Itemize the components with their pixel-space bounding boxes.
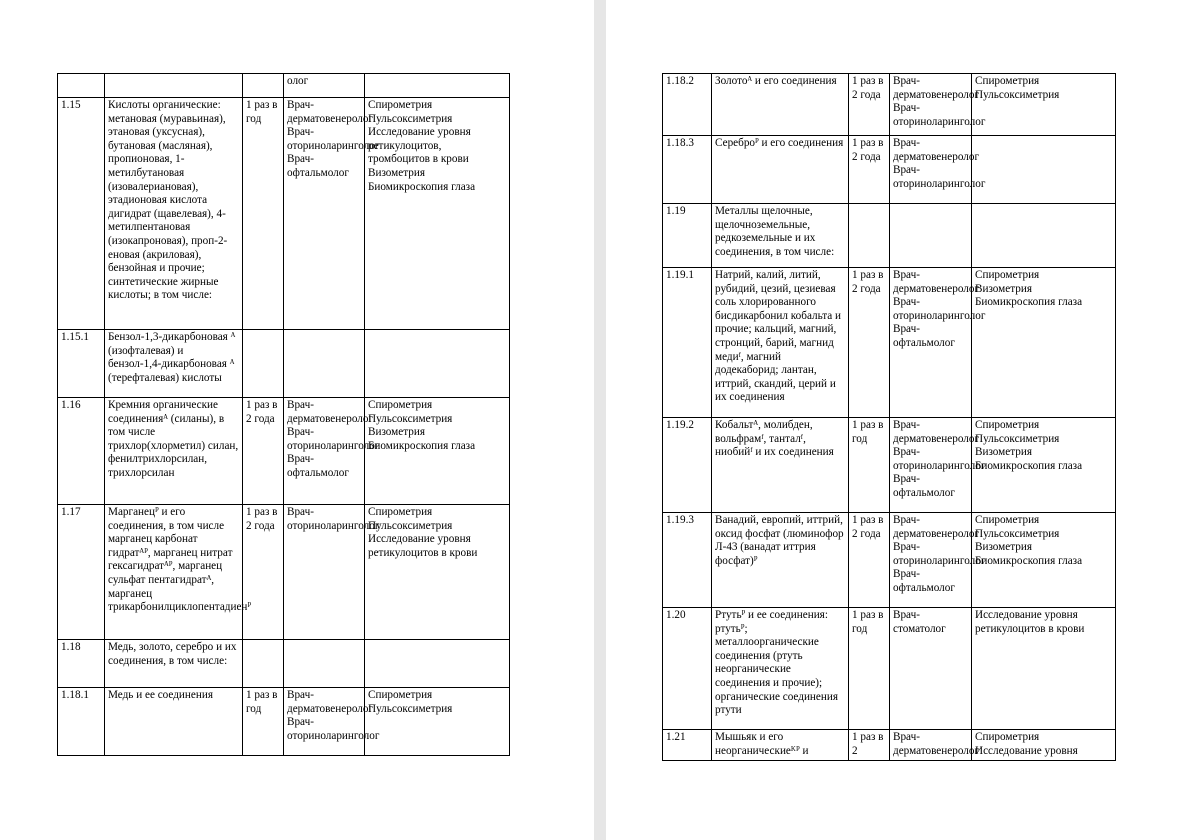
exam-list: Спирометрия Визометрия Биомикроскопия глаза <box>972 268 1116 418</box>
exam-list: Спирометрия Пульсоксиметрия Исследование уровня ретикулоцитов, тромбоцитов в крови Визометрия Биомикроскопия глаза <box>365 98 510 330</box>
exam-table-page-2 <box>662 73 1116 761</box>
table-row <box>58 640 510 688</box>
doctor-list: Врач-стоматолог <box>890 608 972 730</box>
table-row <box>663 74 1116 136</box>
row-number: 1.19 <box>663 204 712 268</box>
exam-list: Исследование уровня ретикулоцитов в крови <box>972 608 1116 730</box>
doctor-list: Врач-дерматовенеролог <box>890 730 972 761</box>
table-row <box>58 398 510 505</box>
substance-name: Металлы щелочные, щелочноземельные, редкоземельные и их соединения, в том числе: <box>712 204 849 268</box>
exam-list: Спирометрия Пульсоксиметрия Визометрия Биомикроскопия глаза <box>365 398 510 505</box>
exam-period <box>849 204 890 268</box>
table-row <box>663 418 1116 513</box>
substance-name: Мышьяк и его неорганическиеᴷᴾ и <box>712 730 849 761</box>
row-number <box>58 74 105 98</box>
doctor-list: олог <box>284 74 365 98</box>
substance-name: Кобальтᴬ, молибден, вольфрамᶠ, танталᶠ, ниобийᶠ и их соединения <box>712 418 849 513</box>
exam-list: Спирометрия Пульсоксиметрия Визометрия Биомикроскопия глаза <box>972 418 1116 513</box>
doctor-list: Врач-оториноларинголог <box>284 505 365 640</box>
doctor-list: Врач-дерматовенеролог Врач-оториноларинголог <box>284 688 365 756</box>
substance-name: Сереброᴾ и его соединения <box>712 136 849 204</box>
doctor-list <box>284 330 365 398</box>
doctor-list <box>890 204 972 268</box>
row-number: 1.19.2 <box>663 418 712 513</box>
doctor-list: Врач-дерматовенеролог Врач-оториноларинголог Врач-офтальмолог <box>890 418 972 513</box>
row-number: 1.18.2 <box>663 74 712 136</box>
exam-list <box>972 204 1116 268</box>
table-row <box>58 74 510 98</box>
row-number: 1.18.3 <box>663 136 712 204</box>
exam-period: 1 раз в год <box>243 98 284 330</box>
exam-list: Спирометрия Пульсоксиметрия Визометрия Биомикроскопия глаза <box>972 513 1116 608</box>
exam-list: Спирометрия Исследование уровня <box>972 730 1116 761</box>
exam-list <box>972 136 1116 204</box>
exam-period <box>243 74 284 98</box>
document-page-1 <box>0 0 594 840</box>
exam-list <box>365 74 510 98</box>
row-number: 1.16 <box>58 398 105 505</box>
exam-list <box>365 640 510 688</box>
table-row <box>663 268 1116 418</box>
exam-list: Спирометрия Пульсоксиметрия Исследование уровня ретикулоцитов в крови <box>365 505 510 640</box>
substance-name: Кремния органические соединенияᴬ (силаны), в том числе трихлор(хлорметил) силан, фенилтрихлорсилан, трихлорсилан <box>105 398 243 505</box>
doctor-list: Врач-дерматовенеролог Врач-оториноларинголог Врач-офтальмолог <box>890 513 972 608</box>
exam-period: 1 раз в год <box>243 688 284 756</box>
exam-period: 1 раз в 2 года <box>849 74 890 136</box>
substance-name: Ванадий, европий, иттрий, оксид фосфат (люминофор Л-43 (ванадат иттрия фосфат)ᴾ <box>712 513 849 608</box>
table-row <box>58 505 510 640</box>
exam-list: Спирометрия Пульсоксиметрия <box>972 74 1116 136</box>
table-row <box>663 608 1116 730</box>
exam-period: 1 раз в 2 <box>849 730 890 761</box>
table-row <box>58 98 510 330</box>
table-row <box>663 513 1116 608</box>
doctor-list: Врач-дерматовенеролог Врач-оториноларинголог Врач-офтальмолог <box>284 398 365 505</box>
exam-period: 1 раз в 2 года <box>849 136 890 204</box>
doctor-list: Врач-дерматовенеролог Врач-оториноларинголог Врач-офтальмолог <box>890 268 972 418</box>
table-row <box>58 330 510 398</box>
table-row <box>663 730 1116 761</box>
doctor-list <box>284 640 365 688</box>
substance-name: Золотоᴬ и его соединения <box>712 74 849 136</box>
row-number: 1.17 <box>58 505 105 640</box>
substance-name: Медь, золото, серебро и их соединения, в том числе: <box>105 640 243 688</box>
table-row <box>663 204 1116 268</box>
substance-name: Кислоты органические: метановая (муравьиная), этановая (уксусная), бутановая (масляная), пропионовая, 1-метилбутановая (изовалериановая), этадионовая кислота дигидрат (щавелевая), 4-метилпентановая (изокапроновая), проп-2-еновая (акриловая), бензойная и прочие; синтетические жирные кислоты; в том числе: <box>105 98 243 330</box>
row-number: 1.15.1 <box>58 330 105 398</box>
doctor-list: Врач-дерматовенеролог Врач-оториноларинголог Врач-офтальмолог <box>284 98 365 330</box>
row-number: 1.18.1 <box>58 688 105 756</box>
exam-period: 1 раз в год <box>849 608 890 730</box>
doctor-list: Врач-дерматовенеролог Врач-оториноларинголог <box>890 74 972 136</box>
exam-period: 1 раз в 2 года <box>849 268 890 418</box>
row-number: 1.21 <box>663 730 712 761</box>
row-number: 1.20 <box>663 608 712 730</box>
table-row <box>663 136 1116 204</box>
exam-list: Спирометрия Пульсоксиметрия <box>365 688 510 756</box>
row-number: 1.19.3 <box>663 513 712 608</box>
row-number: 1.19.1 <box>663 268 712 418</box>
table-row <box>58 688 510 756</box>
exam-list <box>365 330 510 398</box>
substance-name: Ртутьᴾ и ее соединения: ртутьᴾ; металлоорганические соединения (ртуть неорганические соединения и прочие); органические соединения ртути <box>712 608 849 730</box>
substance-name: Медь и ее соединения <box>105 688 243 756</box>
exam-period <box>243 640 284 688</box>
doctor-list: Врач-дерматовенеролог Врач-оториноларинголог <box>890 136 972 204</box>
exam-period: 1 раз в 2 года <box>849 513 890 608</box>
substance-name: Марганецᴾ и его соединения, в том числе марганец карбонат гидратᴬᴾ, марганец нитрат гексагидратᴬᴾ, марганец сульфат пентагидратᴬ, марганец трикарбонилциклопентадиенᴾ <box>105 505 243 640</box>
substance-name <box>105 74 243 98</box>
substance-name: Бензол-1,3-дикарбоновая ᴬ (изофталевая) и бензол-1,4-дикарбоновая ᴬ (терефталевая) кислоты <box>105 330 243 398</box>
row-number: 1.18 <box>58 640 105 688</box>
exam-period: 1 раз в 2 года <box>243 398 284 505</box>
exam-period <box>243 330 284 398</box>
exam-table-page-1 <box>57 73 510 756</box>
row-number: 1.15 <box>58 98 105 330</box>
exam-period: 1 раз в год <box>849 418 890 513</box>
substance-name: Натрий, калий, литий, рубидий, цезий, цезиевая соль хлорированного бисдикарбонил кобальта и прочие; кальций, магний, стронций, барий, магнид медиᶠ, магний додекаборид; лантан, иттрий, скандий, церий и их соединения <box>712 268 849 418</box>
exam-period: 1 раз в 2 года <box>243 505 284 640</box>
